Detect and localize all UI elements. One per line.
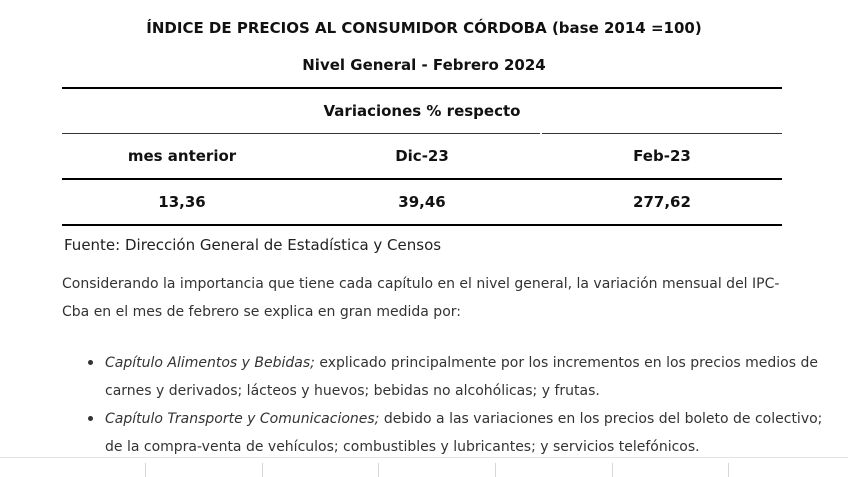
list-item bbox=[105, 349, 835, 405]
list-item-label: Capítulo Alimentos y Bebidas; bbox=[105, 355, 315, 371]
table-header-row bbox=[62, 134, 782, 178]
bullet-icon bbox=[88, 416, 93, 421]
bullet-icon bbox=[88, 360, 93, 365]
report-subtitle: Nivel General - Febrero 2024 bbox=[302, 56, 546, 74]
ruler-tick bbox=[145, 463, 146, 477]
ruler-tick bbox=[612, 463, 613, 477]
value-mes-anterior: 13,36 bbox=[158, 193, 206, 211]
explanation-paragraph: Considerando la importancia que tiene cada capítulo en el nivel general, la variación mensual del IPC-Cba en el mes de febrero se explica en gran medida por: bbox=[62, 276, 780, 320]
contributions-list bbox=[62, 349, 835, 461]
table-row bbox=[62, 180, 782, 224]
value-dic-23: 39,46 bbox=[398, 193, 446, 211]
list-item-label: Capítulo Transporte y Comunicaciones; bbox=[105, 411, 380, 427]
report-title: ÍNDICE DE PRECIOS AL CONSUMIDOR CÓRDOBA (base 2014 =100) bbox=[146, 19, 702, 37]
table-group-header: Variaciones % respecto bbox=[323, 102, 521, 120]
table-bottom-rule bbox=[62, 224, 782, 226]
source-note: Fuente: Dirección General de Estadística y Censos bbox=[64, 236, 442, 254]
ruler-tick bbox=[728, 463, 729, 477]
column-header-mes-anterior: mes anterior bbox=[127, 147, 237, 165]
ruler-tick bbox=[378, 463, 379, 477]
ruler-tick bbox=[495, 463, 496, 477]
list-item bbox=[105, 405, 835, 461]
bottom-divider bbox=[0, 457, 848, 458]
column-header-feb-23: Feb-23 bbox=[633, 147, 691, 165]
ruler-tick bbox=[262, 463, 263, 477]
value-feb-23: 277,62 bbox=[633, 193, 691, 211]
table-header-rule bbox=[62, 133, 782, 134]
column-header-dic-23: Dic-23 bbox=[395, 147, 449, 165]
list-item-text: explicado principalmente por los incrementos en los precios medios de carnes y derivados; lácteos y huevos; bebidas no alcohólicas; y frutas. bbox=[105, 355, 818, 399]
variation-table bbox=[62, 87, 782, 226]
list-item-text: debido a las variaciones en los precios del boleto de colectivo; de la compra-venta de vehículos; combustibles y lubricantes; y servicios telefónicos. bbox=[105, 411, 823, 455]
